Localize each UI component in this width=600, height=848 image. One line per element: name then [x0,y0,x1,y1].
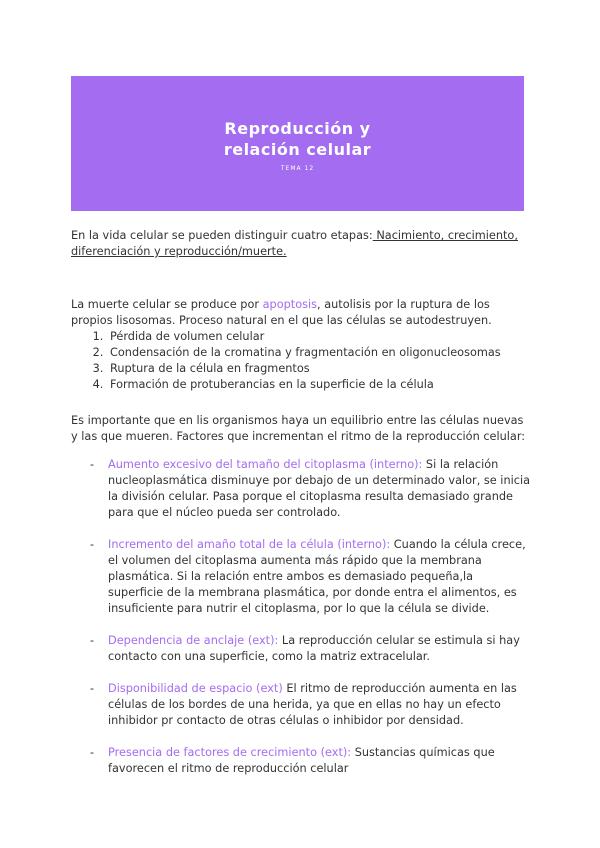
factors-list [71,457,531,777]
title-line-1: Reproducción y [224,119,371,138]
factor-body: El ritmo de reproducción aumenta en las células de los bordes de una herida, ya que en ellas no hay un efecto inhibidor pr contacto de otras células o inhibidor por densidad. [108,682,517,727]
list-item [71,537,531,617]
balance-paragraph: Es importante que en lis organismos haya un equilibrio entre las células nuevas y las que mueren. Factores que incrementan el ritmo de la reproducción celular: [71,414,526,443]
list-item: 2. Condensación de la cromatina y fragmentación en oligonucleosomas [107,345,531,361]
list-item: 3. Ruptura de la célula en fragmentos [107,361,531,377]
page-title [71,118,524,160]
list-item [71,681,531,729]
apoptosis-term: apoptosis [262,298,318,311]
factor-body: Si la relación nucleoplasmática disminuye por debajo de un determinado valor, se inicia la división celular. Pasa porque el citoplasma resulta demasiado grande para que el núcleo pueda ser controlado. [108,458,531,519]
factor-title: Dependencia de anclaje (ext): [108,634,279,647]
intro-stages: Nacimiento, crecimiento, diferenciación y reproducción/muerte. [71,229,518,258]
factor-body: Sustancias químicas que favorecen el ritmo de reproducción celular [108,746,495,775]
apoptosis-paragraph [71,297,531,329]
list-item: 4. Formación de protuberancias en la superficie de la célula [107,377,531,393]
factor-title: Disponibilidad de espacio (ext) [108,682,283,695]
list-item [71,633,531,665]
topic-number: TEMA 12 [280,165,315,172]
intro-paragraph [71,228,531,260]
title-banner [71,76,524,211]
apoptosis-steps-list [71,329,531,393]
list-item: 1. Pérdida de volumen celular [107,329,531,345]
factor-body: Cuando la célula crece, el volumen del citoplasma aumenta más rápido que la membrana plasmática. Si la relación entre ambos es demasiado pequeña,la superficie de la membrana plasmática, por donde entra el alimentos, es insuficiente para nutrir el citoplasma, por lo que la célula se divide. [108,538,526,615]
factor-title: Aumento excesivo del tamaño del citoplasma (interno): [108,458,423,471]
list-item [71,457,531,521]
apoptosis-suffix: , autolisis por la ruptura de los propios lisosomas. Proceso natural en el que las células se autodestruyen. [71,298,492,327]
document-body [71,228,531,793]
title-line-2: relación celular [223,140,372,159]
apoptosis-prefix: La muerte celular se produce por [71,298,263,311]
list-item [71,745,531,777]
factor-title: Presencia de factores de crecimiento (ext): [108,746,352,759]
factor-title: Incremento del amaño total de la célula (interno): [108,538,391,551]
factor-body: La reproducción celular se estimula si hay contacto con una superficie, como la matriz extracelular. [108,634,520,663]
intro-text: En la vida celular se pueden distinguir cuatro etapas: [71,229,373,242]
